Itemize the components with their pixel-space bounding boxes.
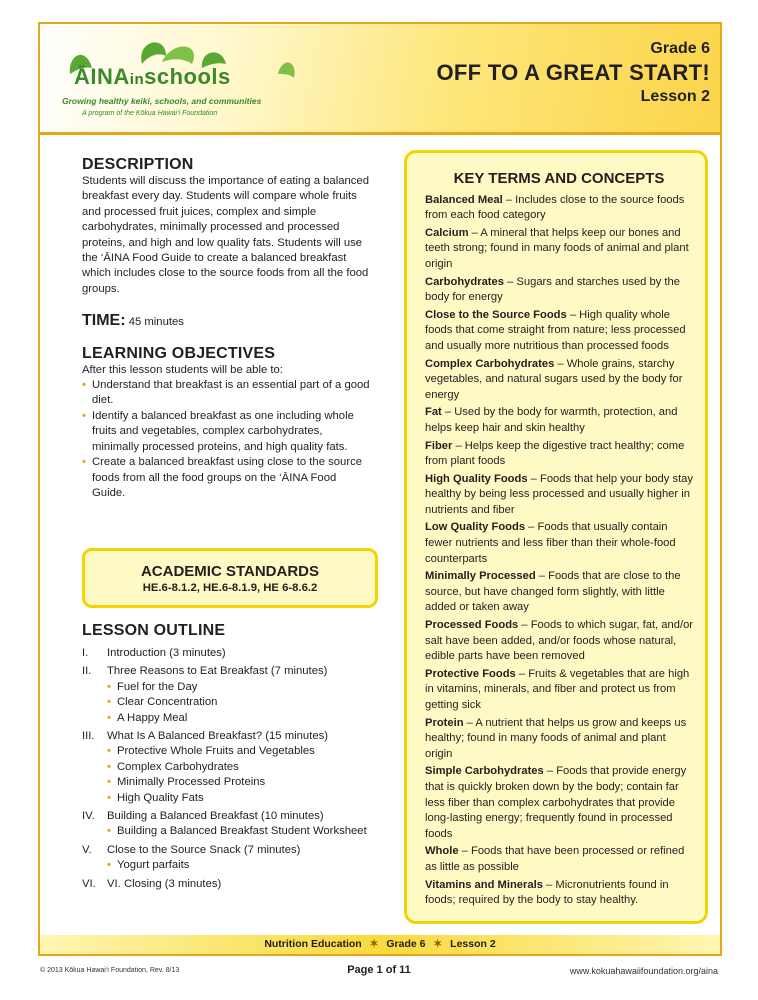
outline-item — [82, 646, 382, 661]
term-name: Close to the Source Foods — [425, 308, 567, 321]
outline-subitem: • Protective Whole Fruits and Vegetables — [107, 744, 382, 759]
time-value: 45 minutes — [128, 316, 184, 329]
term-name: Vitamins and Minerals — [425, 878, 543, 891]
term-definition: – Fruits & vegetables that are high in vitamins, minerals, and fiber and protect us from getting sick — [425, 667, 690, 711]
key-term — [425, 357, 693, 404]
outline-sublist — [107, 744, 382, 806]
term-definition: – Foods that have been processed or refined as little as possible — [425, 845, 685, 873]
term-definition: – Foods that help your body stay healthy by being less processed and usually higher in nutrients and fiber — [425, 472, 693, 516]
star-icon: ✶ — [369, 938, 379, 950]
key-term — [425, 667, 693, 714]
term-definition: – A mineral that helps keep our bones and teeth strong; found in many foods of animal and plant origin — [425, 226, 689, 270]
objective-item: • Create a balanced breakfast using close to the source foods from all the food groups on the ‘ĀINA Food Guide. — [82, 455, 370, 501]
academic-standards-heading: ACADEMIC STANDARDS — [140, 563, 320, 580]
outline-subitem: • High Quality Fats — [107, 791, 382, 806]
key-term — [425, 520, 693, 567]
outline-subitem: • Clear Concentration — [107, 695, 382, 710]
time-section — [82, 313, 370, 330]
term-definition: – Foods to which sugar, fat, and/or salt have been added, and/or foods whose natural, edible parts have been removed — [425, 619, 694, 663]
outline-text: Introduction (3 minutes) — [107, 647, 226, 659]
outline-sublist — [107, 858, 382, 873]
key-term — [425, 405, 693, 436]
footer-grade: Grade 6 — [386, 938, 426, 950]
outline-num: IV. — [82, 810, 95, 823]
objective-item: • Understand that breakfast is an essential part of a good diet. — [82, 378, 370, 409]
term-definition: – Foods that provide energy that is quickly broken down by the body; contain far less fiber than complex carbohydrates that provide long-lasting energy; frequently found in processed foods — [425, 765, 687, 840]
key-term — [425, 439, 693, 470]
term-definition: – Helps keep the digestive tract healthy; come from plant foods — [425, 439, 685, 468]
key-term — [425, 764, 693, 842]
key-term — [425, 275, 693, 306]
outline-sublist — [107, 824, 382, 839]
term-definition: – Foods that usually contain fewer nutrients and less fiber than their whole-food counterparts — [425, 521, 676, 565]
key-terms-heading: KEY TERMS AND CONCEPTS — [453, 170, 665, 187]
copyright-text: © 2013 Kōkua Hawai‘i Foundation, Rev. 8/13 — [40, 967, 180, 974]
logo-tagline: Growing healthy keiki, schools, and communities — [62, 96, 262, 106]
outline-num: V. — [82, 843, 92, 856]
term-name: High Quality Foods — [425, 472, 528, 485]
key-term — [425, 193, 693, 224]
term-name: Fiber — [425, 439, 453, 452]
outline-text: Close to the Source Snack (7 minutes) — [107, 843, 301, 856]
term-definition: – Micronutrients found in foods; required by the body to stay healthy. — [425, 878, 669, 907]
outline-text: Three Reasons to Eat Breakfast (7 minutes) — [107, 665, 328, 678]
logo-word-in: in — [129, 71, 145, 88]
star-icon: ✶ — [433, 938, 443, 950]
key-term — [425, 569, 693, 616]
outline-num: III. — [82, 730, 95, 743]
outline-text: VI. Closing (3 minutes) — [107, 877, 222, 890]
outline-item — [82, 809, 382, 840]
outline-num: I. — [82, 647, 89, 659]
outline-subitem: • Fuel for the Day — [107, 680, 382, 695]
outline-item — [82, 664, 382, 726]
term-name: Processed Foods — [425, 619, 519, 632]
outline-subitem: • Complex Carbohydrates — [107, 760, 382, 775]
outline-subitem: • Yogurt parfaits — [107, 858, 382, 873]
outline-sublist — [107, 680, 382, 726]
footer-bar — [40, 935, 720, 954]
lesson-number: Lesson 2 — [640, 88, 710, 105]
outline-subitem: • A Happy Meal — [107, 711, 382, 726]
objectives-list — [82, 378, 370, 501]
key-term — [425, 472, 693, 519]
footer-url[interactable]: www.kokuahawaiifoundation.org/aina — [569, 966, 718, 976]
academic-standards-box — [82, 548, 378, 608]
header-divider — [40, 132, 720, 135]
description-text: Students will discuss the importance of eating a balanced breakfast every day. Students will compare whole fruits and processed fruit juices, complex and simple carbohydrates, minimally processed and processed proteins, and high and low quality fats. Students will use the ‘ĀINA Food Guide to create a balanced breakfast which includes close to the source foods from all the food groups. — [82, 175, 369, 295]
term-definition: – Foods that are close to the source, but have changed form slightly, with little added or taken away — [425, 570, 681, 614]
outline-text: What Is A Balanced Breakfast? (15 minutes) — [107, 730, 329, 743]
outline-num: VI. — [82, 877, 96, 890]
term-definition: – Sugars and starches used by the body for energy — [425, 275, 680, 304]
term-definition: – High quality whole foods that come straight from nature; less processed and usually more nutritious than processed foods — [425, 308, 686, 352]
logo-wordmark — [74, 64, 231, 90]
outline-subitem: • Building a Balanced Breakfast Student Worksheet — [107, 824, 382, 839]
logo-word-schools: schools — [144, 64, 231, 89]
outline-subitem: • Minimally Processed Proteins — [107, 775, 382, 790]
term-name: Complex Carbohydrates — [425, 357, 555, 370]
learning-objectives-intro: After this lesson students will be able to: — [82, 363, 283, 376]
key-term — [425, 716, 693, 763]
outline-item — [82, 843, 382, 874]
left-column — [82, 156, 370, 501]
key-term — [425, 226, 693, 273]
academic-standards-text: HE.6-8.1.2, HE.6-8.1.9, HE 6-8.6.2 — [142, 582, 318, 594]
outline-item — [82, 729, 382, 806]
logo-word-aina: ĀINA — [74, 64, 130, 89]
lesson-title: OFF TO A GREAT START! — [436, 60, 710, 85]
key-term — [425, 878, 693, 909]
time-label: TIME: — [82, 312, 126, 330]
term-name: Protective Foods — [425, 667, 516, 680]
term-name: Balanced Meal — [425, 193, 503, 206]
lesson-outline — [82, 622, 382, 895]
outline-item — [82, 877, 382, 892]
learning-objectives — [82, 345, 370, 502]
footer-subject: Nutrition Education — [264, 938, 362, 950]
term-name: Protein — [425, 716, 464, 729]
term-name: Minimally Processed — [425, 570, 536, 583]
objective-item: • Identify a balanced breakfast as one including whole fruits and vegetables, complex carbohydrates, minimally processed proteins, and high quality fats. — [82, 409, 370, 455]
term-name: Fat — [425, 406, 442, 419]
lesson-outline-heading: LESSON OUTLINE — [82, 622, 226, 639]
key-term — [425, 618, 693, 665]
outline-num: II. — [82, 665, 92, 678]
term-name: Low Quality Foods — [425, 521, 526, 534]
key-term — [425, 844, 693, 875]
logo-subline: A program of the Kōkua Hawai‘i Foundation — [82, 110, 218, 117]
term-definition: – A nutrient that helps us grow and keeps us healthy; found in many foods of animal and plant origin — [425, 716, 687, 760]
term-definition: – Used by the body for warmth, protection, and helps keep hair and skin healthy — [425, 406, 678, 434]
outline-text: Building a Balanced Breakfast (10 minutes) — [107, 810, 324, 823]
grade-label: Grade 6 — [650, 40, 710, 57]
term-definition: – Includes close to the source foods from each food category — [425, 193, 685, 222]
term-name: Whole — [425, 845, 459, 858]
term-name: Simple Carbohydrates — [425, 765, 544, 778]
term-definition: – Whole grains, starchy vegetables, and natural sugars used by the body for energy — [425, 357, 683, 401]
key-term — [425, 308, 693, 355]
key-terms-box — [404, 150, 708, 924]
learning-objectives-heading: LEARNING OBJECTIVES — [82, 344, 276, 362]
description-heading: DESCRIPTION — [82, 156, 194, 173]
aina-in-schools-logo — [62, 34, 302, 124]
term-name: Carbohydrates — [425, 275, 504, 288]
term-name: Calcium — [425, 226, 469, 239]
page-number: Page 1 of 11 — [347, 964, 411, 976]
footer-lesson: Lesson 2 — [450, 938, 496, 950]
